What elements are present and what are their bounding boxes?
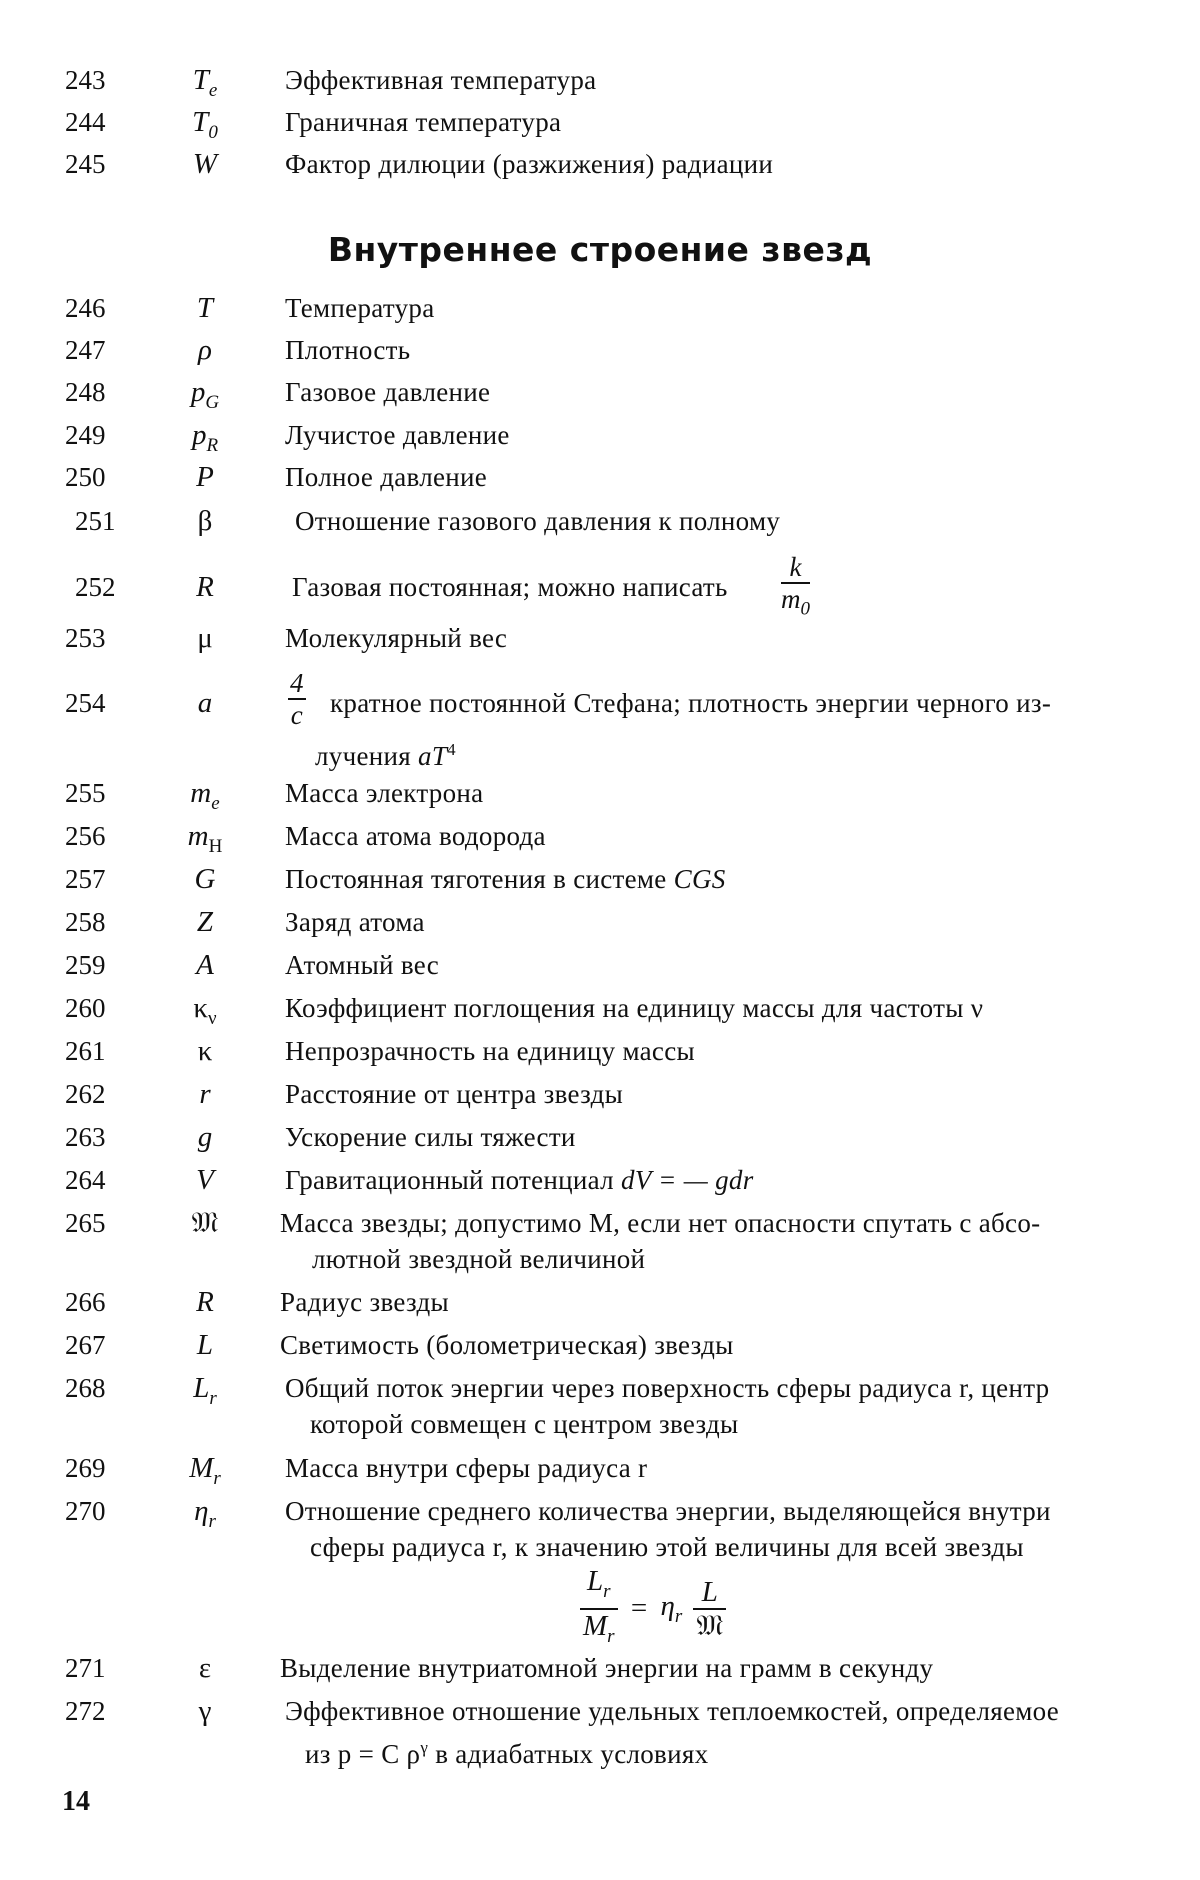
entry-number: 267 xyxy=(65,1330,106,1360)
entry-symbol: $L_r$ xyxy=(193,1372,217,1409)
entry-description-continued: сферы радиуса r, к значению этой величины для всей звезды xyxy=(310,1532,1024,1562)
entry-description: Фактор дилюции (разжижения) радиации xyxy=(285,149,774,179)
entry-description: Газовое давление xyxy=(285,377,491,407)
entry-description: Эффективное отношение удельных теплоемкостей, определяемое xyxy=(285,1696,1060,1726)
entry-row xyxy=(0,1373,1200,1443)
entry-number: 265 xyxy=(65,1208,106,1238)
entry-number: 245 xyxy=(65,149,106,179)
entry-symbol: P xyxy=(196,461,214,493)
entry-symbol: T xyxy=(196,292,214,324)
entry-symbol: ε xyxy=(198,1652,212,1684)
entry-number: 270 xyxy=(65,1496,106,1526)
entry-number: 261 xyxy=(65,1036,106,1066)
entry-symbol: γ xyxy=(198,1695,212,1727)
entry-description: Масса звезды; допустимо M, если нет опасности спутать с абсо- xyxy=(280,1208,1041,1238)
entry-number: 269 xyxy=(65,1453,106,1483)
entry-symbol: κ xyxy=(197,1035,213,1067)
entry-symbol: $m_e$ xyxy=(190,777,220,814)
entry-description: Граничная температура xyxy=(285,107,562,137)
entry-description-continued: лютной звездной величиной xyxy=(312,1244,646,1274)
entry-row xyxy=(0,1208,1200,1278)
fraction-lr-over-mr: $\frac{L_r}{M_r}$ xyxy=(580,1565,618,1653)
entry-symbol: $T_0$ xyxy=(192,106,218,143)
entry-number: 257 xyxy=(65,864,106,894)
entry-description: Масса внутри сферы радиуса r xyxy=(285,1453,648,1483)
entry-description: Масса атома водорода xyxy=(285,821,546,851)
fraction-l-over-mass: $\frac{L}{\text{𝔐}}$ xyxy=(693,1576,726,1642)
entry-row xyxy=(0,1695,1200,1769)
entry-row xyxy=(0,668,1200,771)
entry-number: 271 xyxy=(65,1653,106,1683)
entry-number: 255 xyxy=(65,778,106,808)
entry-number: 259 xyxy=(65,950,106,980)
entry-description: Масса электрона xyxy=(285,778,484,808)
entry-description: Радиус звезды xyxy=(280,1287,449,1317)
entry-description: Коэффициент поглощения на единицу массы для частоты ν xyxy=(285,993,984,1023)
entry-description: Отношение газового давления к полному xyxy=(295,506,781,536)
entry-description: Эффективная температура xyxy=(285,65,597,95)
entry-symbol: $\kappa_\nu$ xyxy=(193,992,217,1029)
entry-symbol: a xyxy=(197,687,213,719)
entry-symbol: μ xyxy=(197,622,213,654)
entry-symbol: R xyxy=(196,1286,214,1318)
entry-description: Атомный вес xyxy=(285,950,439,980)
entry-symbol: $M_r$ xyxy=(189,1452,221,1489)
entry-description: Молекулярный вес xyxy=(285,623,508,653)
entry-description: Полное давление xyxy=(285,462,488,492)
entry-symbol: g xyxy=(197,1121,213,1153)
entry-symbol: $m_H$ xyxy=(187,820,223,857)
entry-symbol: G xyxy=(194,863,216,895)
entry-number: 254 xyxy=(65,688,106,718)
entry-number: 256 xyxy=(65,821,106,851)
entry-number: 247 xyxy=(65,335,106,365)
entry-number: 268 xyxy=(65,1373,106,1403)
entry-description: Отношение среднего количества энергии, выделяющейся внутри xyxy=(285,1496,1051,1526)
entry-symbol: $p_R$ xyxy=(191,419,219,456)
entry-description: Ускорение силы тяжести xyxy=(285,1122,576,1152)
entry-description-continued: лучения $aT^4$ xyxy=(315,740,456,771)
entry-description: Светимость (болометрическая) звезды xyxy=(280,1330,734,1360)
entry-description: Заряд атома xyxy=(285,907,425,937)
entry-symbol: R xyxy=(196,571,214,603)
entry-description: Расстояние от центра звезды xyxy=(285,1079,624,1109)
entry-description: кратное постоянной Стефана; плотность энергии черного из- xyxy=(330,688,1052,718)
entry-number: 244 xyxy=(65,107,106,137)
entry-symbol: ρ xyxy=(198,334,212,366)
entry-row xyxy=(0,1496,1200,1566)
entry-description: Выделение внутриатомной энергии на грамм в секунду xyxy=(280,1653,934,1683)
entry-number: 258 xyxy=(65,907,106,937)
entry-description: Постоянная тяготения в системе CGS xyxy=(285,864,726,894)
formula-energy-ratio xyxy=(580,1565,726,1653)
entry-description-continued: из p = C $\rho^\gamma$ в адиабатных условиях xyxy=(305,1738,709,1769)
entry-number: 260 xyxy=(65,993,106,1023)
entry-description: Общий поток энергии через поверхность сферы радиуса r, центр xyxy=(285,1373,1050,1403)
entry-description: Газовая постоянная; можно написать xyxy=(292,572,728,602)
entry-description: Лучистое давление xyxy=(285,420,510,450)
entry-symbol: β xyxy=(197,505,213,537)
entry-description: Гравитационный потенциал dV = — gdr xyxy=(285,1165,754,1195)
entry-symbol: 𝔐 xyxy=(191,1207,219,1239)
entry-number: 252 xyxy=(75,572,116,602)
entry-number: 266 xyxy=(65,1287,106,1317)
entry-number: 272 xyxy=(65,1696,106,1726)
section-title: Внутреннее строение звезд xyxy=(327,230,873,269)
entry-number: 248 xyxy=(65,377,106,407)
equals-sign: = xyxy=(630,1592,648,1625)
entry-row xyxy=(0,552,1200,622)
page-number: 14 xyxy=(62,1786,90,1817)
entry-symbol: W xyxy=(192,148,218,180)
entry-symbol: $p_G$ xyxy=(190,376,220,413)
entry-number: 251 xyxy=(75,506,116,536)
entry-symbol: V xyxy=(196,1164,214,1196)
entry-number: 264 xyxy=(65,1165,106,1195)
entry-symbol: $T_e$ xyxy=(192,64,218,101)
formula-eta: $\eta_r$ xyxy=(660,1589,683,1627)
entry-number: 253 xyxy=(65,623,106,653)
entry-symbol: $\eta_r$ xyxy=(194,1495,216,1532)
entry-symbol: L xyxy=(196,1329,214,1361)
entry-description: Плотность xyxy=(285,335,411,365)
fraction-4-over-c: $\frac{4}{c}$ xyxy=(290,668,304,730)
entry-number: 249 xyxy=(65,420,106,450)
entry-symbol: r xyxy=(199,1078,211,1110)
entry-description: Температура xyxy=(285,293,435,323)
entry-number: 250 xyxy=(65,462,106,492)
entry-description: Непрозрачность на единицу массы xyxy=(285,1036,695,1066)
entry-number: 263 xyxy=(65,1122,106,1152)
entry-number: 246 xyxy=(65,293,106,323)
entry-symbol: Z xyxy=(196,906,214,938)
entry-symbol: A xyxy=(196,949,214,981)
fraction-k-over-m0: $\frac{k}{m_0}$ xyxy=(781,552,810,620)
entry-description-continued: которой совмещен с центром звезды xyxy=(310,1409,739,1439)
entry-number: 262 xyxy=(65,1079,106,1109)
entry-number: 243 xyxy=(65,65,106,95)
